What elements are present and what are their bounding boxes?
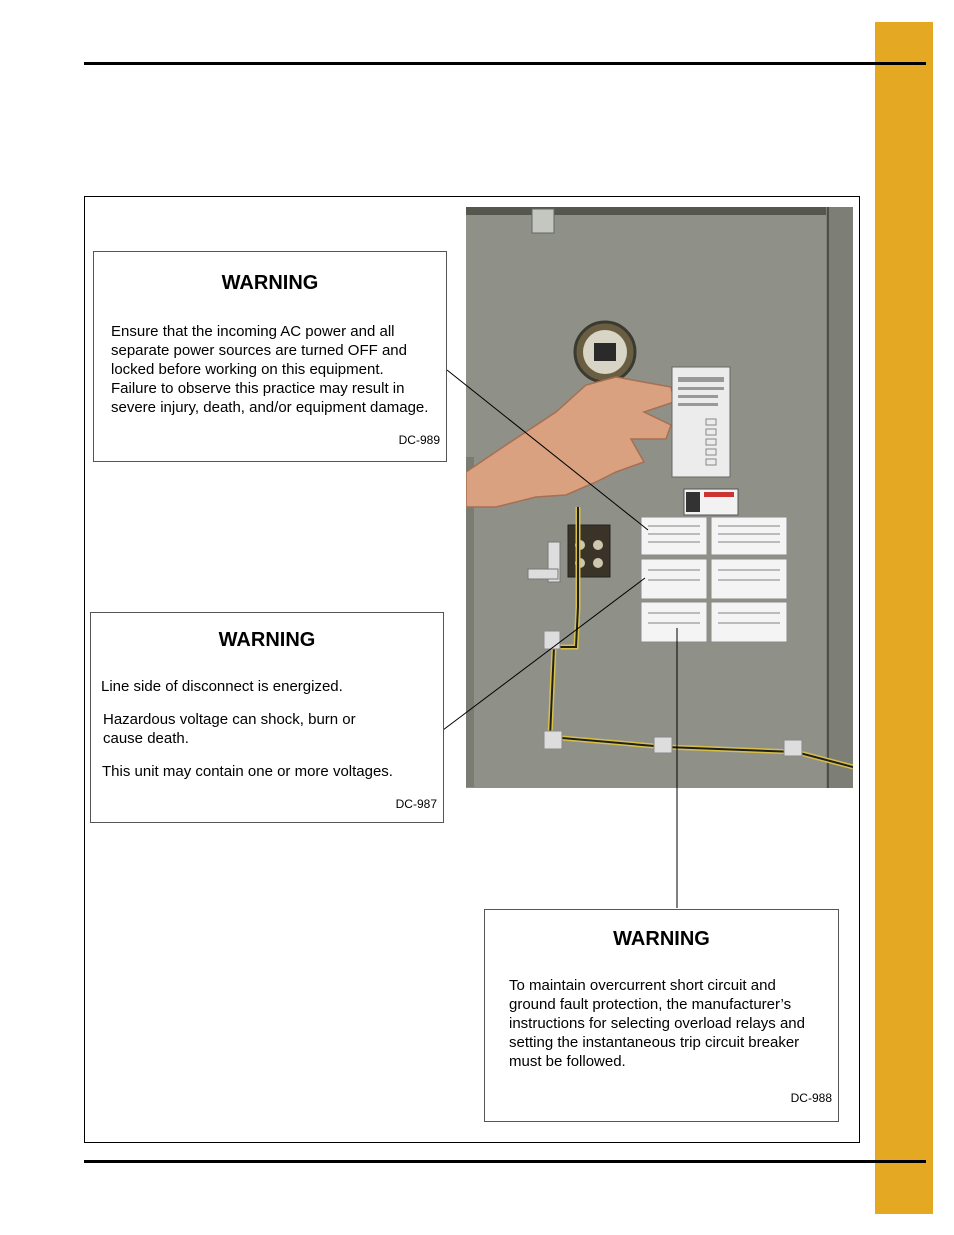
warning-text: Ensure that the incoming AC power and all separate power sources are turned OFF and locked before working on this equipment. Failure to observe this practice may result in severe injury, death, and/or equipment damage. [111,323,429,416]
control-panel-photo [466,207,853,788]
warning-text: To maintain overcurrent short circuit and ground fault protection, the manufacturer’s instructions for selecting overload relays and setting the instantaneous trip circuit breaker must be followed. [509,977,805,1070]
warning-title: WARNING [218,629,316,651]
warning-text-hazard: Hazardous voltage can shock, burn or cause death. [103,711,356,747]
footer-rule [84,1160,926,1163]
warning-label-dc989 [93,251,447,462]
decal-code: DC-988 [790,1091,832,1105]
chapter-side-tab [875,22,933,1214]
warning-text-line-side: Line side of disconnect is energized. [101,678,343,695]
warning-title: WARNING [221,272,319,294]
warning-label-dc988 [484,909,839,1122]
decal-code: DC-989 [398,433,440,447]
decal-code: DC-987 [395,797,437,811]
warning-text-voltages: This unit may contain one or more voltages. [102,763,393,780]
warning-label-dc987 [90,612,444,823]
header-rule [84,62,926,65]
warning-title: WARNING [613,928,710,950]
